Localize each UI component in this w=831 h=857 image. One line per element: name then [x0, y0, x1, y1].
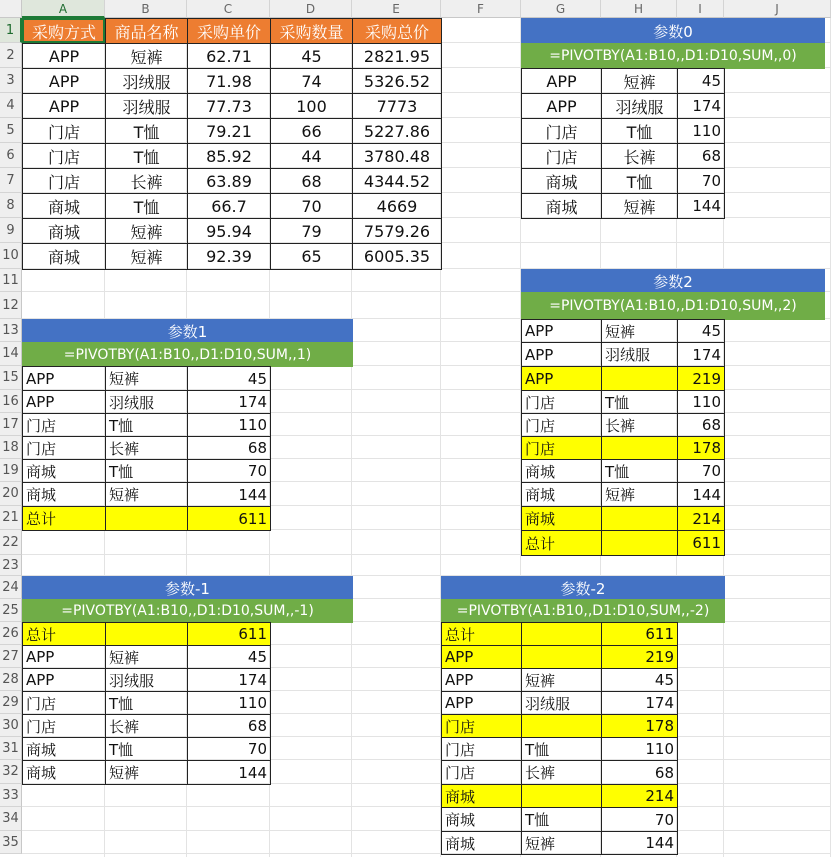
source-data-cell[interactable]: 65	[270, 243, 353, 270]
pivot-cell[interactable]: 门店	[22, 691, 106, 715]
pivot-cell[interactable]: 短裤	[105, 366, 188, 391]
pivot-cell[interactable]: 商城	[22, 482, 106, 507]
column-header-e[interactable]: E	[352, 0, 441, 18]
pivot-subtotal-cell[interactable]: 总计	[521, 530, 602, 556]
pivot-cell[interactable]: 羽绒服	[521, 691, 602, 715]
source-data-cell[interactable]: 4669	[352, 193, 442, 219]
pivot-cell[interactable]: APP	[521, 319, 602, 343]
pivot-title[interactable]: 参数2	[521, 269, 825, 293]
row-header-1[interactable]: 1	[0, 18, 22, 43]
pivot-cell[interactable]: 110	[601, 737, 678, 761]
pivot-cell[interactable]: APP	[441, 691, 522, 715]
pivot-cell[interactable]: APP	[22, 366, 106, 391]
pivot-subtotal-cell[interactable]: 门店	[521, 436, 602, 460]
pivot-cell[interactable]: 商城	[521, 168, 602, 194]
source-data-cell[interactable]: 门店	[22, 168, 106, 194]
pivot-cell[interactable]: 70	[187, 459, 271, 483]
pivot-subtotal-cell[interactable]	[105, 506, 188, 531]
source-data-cell[interactable]: APP	[22, 43, 106, 69]
pivot-cell[interactable]: 144	[677, 482, 725, 507]
column-header-c[interactable]: C	[187, 0, 270, 18]
pivot-subtotal-cell[interactable]	[521, 622, 602, 646]
pivot-subtotal-cell[interactable]	[521, 784, 602, 808]
pivot-cell[interactable]: 门店	[22, 714, 106, 738]
pivot-cell[interactable]: 门店	[521, 118, 602, 144]
source-data-cell[interactable]: 79.21	[187, 118, 271, 144]
source-data-cell[interactable]: 4344.52	[352, 168, 442, 194]
pivot-cell[interactable]: 68	[187, 436, 271, 460]
pivot-cell[interactable]: 45	[601, 668, 678, 692]
pivot-cell[interactable]: 174	[677, 93, 725, 119]
source-data-cell[interactable]: T恤	[105, 118, 188, 144]
source-data-cell[interactable]: 71.98	[187, 68, 271, 94]
pivot-cell[interactable]: 68	[187, 714, 271, 738]
pivot-cell[interactable]: 商城	[521, 482, 602, 507]
row-header-20[interactable]: 20	[0, 482, 22, 506]
row-header-15[interactable]: 15	[0, 366, 22, 390]
pivot-cell[interactable]: 70	[187, 737, 271, 761]
pivot-cell[interactable]: 144	[187, 482, 271, 507]
source-data-cell[interactable]: 70	[270, 193, 353, 219]
pivot-cell[interactable]: 45	[677, 319, 725, 343]
pivot-subtotal-cell[interactable]: 商城	[521, 506, 602, 531]
source-header-cell[interactable]: 采购数量	[270, 18, 353, 44]
pivot-cell[interactable]: 商城	[22, 459, 106, 483]
source-data-cell[interactable]: 5227.86	[352, 118, 442, 144]
source-data-cell[interactable]: 3780.48	[352, 143, 442, 169]
row-header-28[interactable]: 28	[0, 668, 22, 691]
pivot-cell[interactable]: 短裤	[601, 482, 678, 507]
pivot-cell[interactable]: 110	[677, 390, 725, 414]
row-header-22[interactable]: 22	[0, 530, 22, 555]
pivot-cell[interactable]: 商城	[521, 193, 602, 219]
source-data-cell[interactable]: 85.92	[187, 143, 271, 169]
source-data-cell[interactable]: 68	[270, 168, 353, 194]
source-data-cell[interactable]: 商城	[22, 193, 106, 219]
source-data-cell[interactable]: 95.94	[187, 218, 271, 244]
pivot-subtotal-cell[interactable]: 178	[601, 714, 678, 738]
row-header-6[interactable]: 6	[0, 143, 22, 168]
row-header-14[interactable]: 14	[0, 342, 22, 366]
column-header-f[interactable]: F	[441, 0, 521, 18]
source-data-cell[interactable]: 商城	[22, 218, 106, 244]
pivot-subtotal-cell[interactable]: 商城	[441, 784, 522, 808]
source-data-cell[interactable]: 短裤	[105, 218, 188, 244]
pivot-title[interactable]: 参数1	[22, 319, 353, 343]
source-data-cell[interactable]: 门店	[22, 143, 106, 169]
row-header-13[interactable]: 13	[0, 319, 22, 342]
row-header-7[interactable]: 7	[0, 168, 22, 193]
source-data-cell[interactable]: 63.89	[187, 168, 271, 194]
pivot-cell[interactable]: T恤	[601, 459, 678, 483]
column-header-d[interactable]: D	[270, 0, 352, 18]
column-header-h[interactable]: H	[601, 0, 677, 18]
row-header-11[interactable]: 11	[0, 269, 22, 292]
select-all-corner[interactable]	[0, 0, 22, 18]
column-header-b[interactable]: B	[105, 0, 187, 18]
pivot-subtotal-cell[interactable]	[105, 622, 188, 646]
pivot-subtotal-cell[interactable]: 611	[601, 622, 678, 646]
pivot-subtotal-cell[interactable]	[601, 366, 678, 391]
pivot-cell[interactable]: 门店	[441, 760, 522, 785]
source-data-cell[interactable]: T恤	[105, 193, 188, 219]
pivot-formula[interactable]: =PIVOTBY(A1:B10,,D1:D10,SUM,,0)	[521, 43, 825, 69]
pivot-cell[interactable]: 144	[601, 831, 678, 855]
source-data-cell[interactable]: 短裤	[105, 43, 188, 69]
pivot-cell[interactable]: 70	[677, 459, 725, 483]
pivot-subtotal-cell[interactable]: 611	[187, 506, 271, 531]
pivot-cell[interactable]: 长裤	[521, 760, 602, 785]
pivot-subtotal-cell[interactable]: 214	[677, 506, 725, 531]
pivot-cell[interactable]: 门店	[22, 436, 106, 460]
pivot-cell[interactable]: 短裤	[521, 668, 602, 692]
source-header-cell[interactable]: 商品名称	[105, 18, 188, 44]
column-header-a[interactable]: A	[22, 0, 105, 18]
pivot-cell[interactable]: APP	[441, 668, 522, 692]
source-data-cell[interactable]: 100	[270, 93, 353, 119]
source-data-cell[interactable]: 门店	[22, 118, 106, 144]
pivot-cell[interactable]: T恤	[105, 413, 188, 437]
row-header-31[interactable]: 31	[0, 737, 22, 760]
pivot-cell[interactable]: 商城	[22, 760, 106, 785]
source-data-cell[interactable]: 77.73	[187, 93, 271, 119]
pivot-cell[interactable]: 长裤	[601, 413, 678, 437]
pivot-cell[interactable]: APP	[22, 645, 106, 669]
row-header-33[interactable]: 33	[0, 784, 22, 807]
pivot-subtotal-cell[interactable]: 219	[677, 366, 725, 391]
pivot-cell[interactable]: 144	[187, 760, 271, 785]
pivot-cell[interactable]: APP	[22, 390, 106, 414]
pivot-cell[interactable]: 门店	[521, 390, 602, 414]
source-data-cell[interactable]: APP	[22, 93, 106, 119]
pivot-cell[interactable]: T恤	[521, 737, 602, 761]
pivot-formula[interactable]: =PIVOTBY(A1:B10,,D1:D10,SUM,,1)	[22, 342, 353, 367]
pivot-cell[interactable]: 商城	[441, 807, 522, 832]
source-data-cell[interactable]: 74	[270, 68, 353, 94]
row-header-4[interactable]: 4	[0, 93, 22, 118]
pivot-subtotal-cell[interactable]	[521, 645, 602, 669]
pivot-cell[interactable]: 短裤	[601, 68, 678, 94]
column-header-i[interactable]: I	[677, 0, 724, 18]
pivot-cell[interactable]: 商城	[22, 737, 106, 761]
row-header-21[interactable]: 21	[0, 506, 22, 530]
pivot-cell[interactable]: 商城	[521, 459, 602, 483]
row-header-5[interactable]: 5	[0, 118, 22, 143]
pivot-cell[interactable]: 短裤	[601, 193, 678, 219]
source-data-cell[interactable]: 7773	[352, 93, 442, 119]
source-data-cell[interactable]: 92.39	[187, 243, 271, 270]
pivot-cell[interactable]: 144	[677, 193, 725, 219]
row-header-18[interactable]: 18	[0, 436, 22, 459]
row-header-24[interactable]: 24	[0, 576, 22, 599]
pivot-cell[interactable]: APP	[22, 668, 106, 692]
pivot-cell[interactable]: 短裤	[105, 760, 188, 785]
pivot-cell[interactable]: 短裤	[105, 482, 188, 507]
row-header-9[interactable]: 9	[0, 218, 22, 243]
source-data-cell[interactable]: 66	[270, 118, 353, 144]
row-header-2[interactable]: 2	[0, 43, 22, 68]
pivot-cell[interactable]: 68	[677, 143, 725, 169]
row-header-19[interactable]: 19	[0, 459, 22, 482]
pivot-cell[interactable]: T恤	[521, 807, 602, 832]
row-header-17[interactable]: 17	[0, 413, 22, 436]
pivot-subtotal-cell[interactable]	[601, 436, 678, 460]
row-header-16[interactable]: 16	[0, 390, 22, 413]
source-data-cell[interactable]: 商城	[22, 243, 106, 270]
pivot-cell[interactable]: 门店	[441, 737, 522, 761]
pivot-subtotal-cell[interactable]: 总计	[22, 506, 106, 531]
source-data-cell[interactable]: 66.7	[187, 193, 271, 219]
pivot-cell[interactable]: 长裤	[105, 436, 188, 460]
source-data-cell[interactable]: T恤	[105, 143, 188, 169]
pivot-cell[interactable]: 门店	[521, 413, 602, 437]
pivot-cell[interactable]: 门店	[22, 413, 106, 437]
pivot-cell[interactable]: T恤	[105, 459, 188, 483]
pivot-cell[interactable]: 羽绒服	[601, 342, 678, 367]
pivot-formula[interactable]: =PIVOTBY(A1:B10,,D1:D10,SUM,,-2)	[441, 599, 725, 623]
source-data-cell[interactable]: 5326.52	[352, 68, 442, 94]
source-data-cell[interactable]: 44	[270, 143, 353, 169]
row-header-32[interactable]: 32	[0, 760, 22, 784]
row-header-3[interactable]: 3	[0, 68, 22, 93]
row-header-30[interactable]: 30	[0, 714, 22, 737]
row-header-34[interactable]: 34	[0, 807, 22, 831]
pivot-cell[interactable]: 68	[601, 760, 678, 785]
pivot-cell[interactable]: 商城	[441, 831, 522, 855]
row-header-23[interactable]: 23	[0, 555, 22, 576]
pivot-cell[interactable]: 羽绒服	[601, 93, 678, 119]
row-header-29[interactable]: 29	[0, 691, 22, 714]
pivot-cell[interactable]: 70	[677, 168, 725, 194]
pivot-cell[interactable]: 短裤	[105, 645, 188, 669]
source-data-cell[interactable]: 6005.35	[352, 243, 442, 270]
source-header-cell[interactable]: 采购总价	[352, 18, 442, 44]
pivot-subtotal-cell[interactable]: 总计	[441, 622, 522, 646]
pivot-cell[interactable]: APP	[521, 68, 602, 94]
pivot-cell[interactable]: 门店	[521, 143, 602, 169]
pivot-cell[interactable]: 45	[187, 645, 271, 669]
pivot-subtotal-cell[interactable]: APP	[441, 645, 522, 669]
pivot-cell[interactable]: 110	[187, 691, 271, 715]
pivot-cell[interactable]: 45	[187, 366, 271, 391]
pivot-formula[interactable]: =PIVOTBY(A1:B10,,D1:D10,SUM,,-1)	[22, 599, 353, 623]
pivot-cell[interactable]: T恤	[601, 390, 678, 414]
pivot-cell[interactable]: T恤	[105, 691, 188, 715]
pivot-title[interactable]: 参数-1	[22, 576, 353, 600]
pivot-cell[interactable]: APP	[521, 342, 602, 367]
pivot-subtotal-cell[interactable]: APP	[521, 366, 602, 391]
row-header-27[interactable]: 27	[0, 645, 22, 668]
pivot-cell[interactable]: 110	[677, 118, 725, 144]
source-header-cell[interactable]: 采购方式	[22, 18, 106, 44]
pivot-subtotal-cell[interactable]: 总计	[22, 622, 106, 646]
row-header-12[interactable]: 12	[0, 292, 22, 319]
row-header-25[interactable]: 25	[0, 599, 22, 622]
row-header-26[interactable]: 26	[0, 622, 22, 645]
pivot-cell[interactable]: 长裤	[105, 714, 188, 738]
row-header-10[interactable]: 10	[0, 243, 22, 269]
pivot-cell[interactable]: 70	[601, 807, 678, 832]
pivot-cell[interactable]: 68	[677, 413, 725, 437]
pivot-subtotal-cell[interactable]: 219	[601, 645, 678, 669]
pivot-subtotal-cell[interactable]: 门店	[441, 714, 522, 738]
pivot-cell[interactable]: T恤	[601, 118, 678, 144]
source-data-cell[interactable]: 羽绒服	[105, 68, 188, 94]
pivot-subtotal-cell[interactable]: 611	[677, 530, 725, 556]
pivot-cell[interactable]: 174	[601, 691, 678, 715]
pivot-cell[interactable]: 短裤	[521, 831, 602, 855]
pivot-cell[interactable]: 短裤	[601, 319, 678, 343]
row-header-8[interactable]: 8	[0, 193, 22, 218]
source-data-cell[interactable]: 79	[270, 218, 353, 244]
pivot-cell[interactable]: 174	[677, 342, 725, 367]
pivot-cell[interactable]: 羽绒服	[105, 390, 188, 414]
pivot-subtotal-cell[interactable]: 611	[187, 622, 271, 646]
pivot-cell[interactable]: 174	[187, 390, 271, 414]
source-data-cell[interactable]: 62.71	[187, 43, 271, 69]
pivot-subtotal-cell[interactable]: 214	[601, 784, 678, 808]
source-data-cell[interactable]: 长裤	[105, 168, 188, 194]
row-header-35[interactable]: 35	[0, 831, 22, 854]
pivot-subtotal-cell[interactable]	[521, 714, 602, 738]
source-data-cell[interactable]: 7579.26	[352, 218, 442, 244]
pivot-cell[interactable]: 174	[187, 668, 271, 692]
source-data-cell[interactable]: 短裤	[105, 243, 188, 270]
pivot-cell[interactable]: T恤	[601, 168, 678, 194]
pivot-subtotal-cell[interactable]	[601, 530, 678, 556]
pivot-cell[interactable]: 羽绒服	[105, 668, 188, 692]
source-data-cell[interactable]: 45	[270, 43, 353, 69]
source-data-cell[interactable]: 2821.95	[352, 43, 442, 69]
column-header-g[interactable]: G	[521, 0, 601, 18]
source-data-cell[interactable]: 羽绒服	[105, 93, 188, 119]
source-header-cell[interactable]: 采购单价	[187, 18, 271, 44]
pivot-subtotal-cell[interactable]	[601, 506, 678, 531]
pivot-cell[interactable]: 110	[187, 413, 271, 437]
pivot-title[interactable]: 参数-2	[441, 576, 725, 600]
pivot-cell[interactable]: 45	[677, 68, 725, 94]
pivot-cell[interactable]: 长裤	[601, 143, 678, 169]
column-header-j[interactable]: J	[724, 0, 831, 18]
pivot-subtotal-cell[interactable]: 178	[677, 436, 725, 460]
pivot-formula[interactable]: =PIVOTBY(A1:B10,,D1:D10,SUM,,2)	[521, 292, 825, 320]
pivot-cell[interactable]: T恤	[105, 737, 188, 761]
pivot-cell[interactable]: APP	[521, 93, 602, 119]
source-data-cell[interactable]: APP	[22, 68, 106, 94]
pivot-title[interactable]: 参数0	[521, 18, 825, 44]
